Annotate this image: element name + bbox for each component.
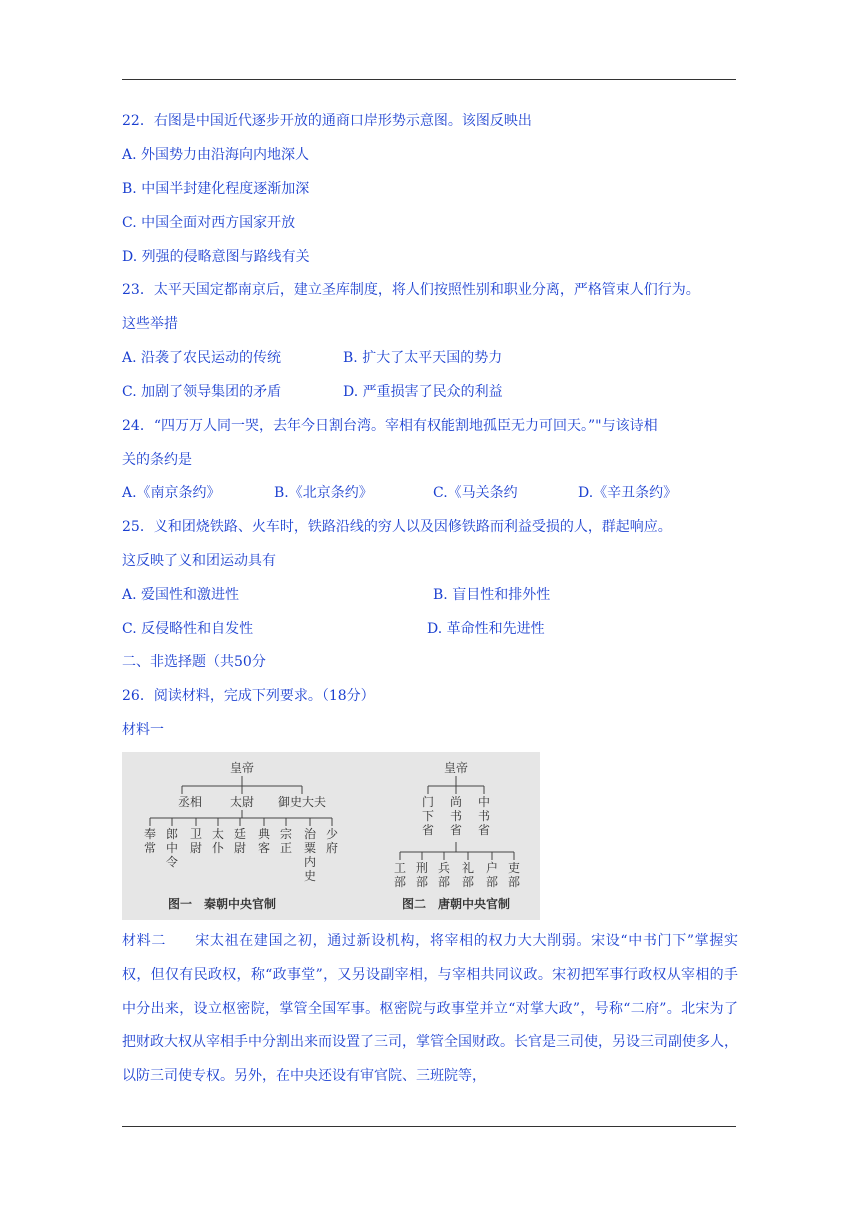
q24-option-c: C.《马关条约 bbox=[433, 485, 518, 501]
q22-option-c: C. 中国全面对西方国家开放 bbox=[122, 215, 296, 231]
q25-stem-line1: 25．义和团烧铁路、火车时，铁路沿线的穷人以及因修铁路而利益受损的人，群起响应。 bbox=[122, 519, 672, 535]
q22-stem: 22．右图是中国近代逐步开放的通商口岸形势示意图。该图反映出 bbox=[122, 113, 532, 129]
footer-rule bbox=[122, 1126, 736, 1127]
q24-stem-line1: 24．“四万万人同一哭，去年今日割台湾。宰相有权能割地孤臣无力可回天。”"与该诗相 bbox=[122, 418, 658, 434]
qin-office-3: 卫尉 bbox=[189, 827, 203, 855]
q23-option-d: D. 严重损害了民众的利益 bbox=[343, 384, 503, 400]
q22-option-d: D. 列强的侵略意图与路线有关 bbox=[122, 249, 310, 265]
qin-level2-3: 御史大夫 bbox=[277, 795, 327, 809]
qin-office-4: 太仆 bbox=[211, 827, 225, 855]
qin-office-6: 典客 bbox=[257, 827, 271, 855]
org-chart-svg bbox=[122, 752, 540, 920]
tang-ministry-2: 刑部 bbox=[415, 861, 429, 889]
q22-option-b: B. 中国半封建化程度逐渐加深 bbox=[122, 181, 310, 197]
q25-option-d: D. 革命性和先进性 bbox=[427, 621, 545, 637]
qin-office-1: 奉常 bbox=[143, 827, 157, 855]
tang-ministry-3: 兵部 bbox=[437, 861, 451, 889]
tang-department-1: 门下省 bbox=[421, 795, 435, 837]
qin-emperor: 皇帝 bbox=[229, 761, 255, 775]
qin-office-7: 宗正 bbox=[279, 827, 293, 855]
q23-option-c: C. 加剧了领导集团的矛盾 bbox=[122, 384, 282, 400]
tang-emperor: 皇帝 bbox=[443, 761, 469, 775]
section-heading: 二、非选择题（共50分 bbox=[122, 654, 266, 670]
qin-office-2: 郎中令 bbox=[165, 827, 179, 869]
q24-option-a: A.《南京条约》 bbox=[122, 485, 221, 501]
q23-option-b: B. 扩大了太平天国的势力 bbox=[343, 350, 503, 366]
org-chart-figure bbox=[122, 752, 540, 920]
qin-office-8: 治粟内史 bbox=[303, 827, 317, 883]
q25-option-c: C. 反侵略性和自发性 bbox=[122, 621, 254, 637]
q23-stem-line2: 这些举措 bbox=[122, 316, 178, 332]
q25-option-a: A. 爱国性和激进性 bbox=[122, 587, 240, 603]
q24-stem-line2: 关的条约是 bbox=[122, 452, 192, 468]
q23-stem-line1: 23．太平天国定都南京后，建立圣库制度，将人们按照性别和职业分离，严格管束人们行为。 bbox=[122, 282, 700, 298]
qin-level2-1: 丞相 bbox=[177, 795, 203, 809]
header-rule bbox=[122, 79, 736, 80]
q24-option-d: D.《辛丑条约》 bbox=[578, 485, 678, 501]
qin-office-5: 廷尉 bbox=[233, 827, 247, 855]
tang-ministry-4: 礼部 bbox=[461, 861, 475, 889]
tang-ministry-6: 吏部 bbox=[507, 861, 521, 889]
q24-option-b: B.《北京条约》 bbox=[274, 485, 373, 501]
tang-caption: 图二 唐朝中央官制 bbox=[401, 897, 511, 911]
material2-paragraph: 材料二 宋太祖在建国之初，通过新设机构，将宰相的权力大大削弱。宋设“中书门下”掌握实权，但仅有民政权，称“政事堂”，又另设副宰相，与宰相共同议政。宋初把军事行政权从宰相的手中分出来，设立枢密院，掌管全国军事。枢密院与政事堂并立“对掌大政”，号称“二府”。北宋为了把财政大权从宰相手中分割出来而设置了三司，掌管全国财政。长官是三司使，另设三司副使多人，以防三司使专权。另外，在中央还设有审官院、三班院等， bbox=[122, 933, 738, 1085]
tang-department-3: 中书省 bbox=[477, 795, 491, 837]
q25-stem-line2: 这反映了义和团运动具有 bbox=[122, 553, 276, 569]
tang-ministry-5: 户部 bbox=[485, 861, 499, 889]
tang-ministry-1: 工部 bbox=[393, 861, 407, 889]
material1-label: 材料一 bbox=[122, 722, 164, 738]
qin-level2-2: 太尉 bbox=[229, 795, 255, 809]
qin-caption: 图一 秦朝中央官制 bbox=[167, 897, 277, 911]
tang-department-2: 尚书省 bbox=[449, 795, 463, 837]
q26-stem: 26．阅读材料，完成下列要求。（18分） bbox=[122, 688, 375, 704]
qin-office-9: 少府 bbox=[325, 827, 339, 855]
q22-option-a: A. 外国势力由沿海向内地深人 bbox=[122, 147, 310, 163]
q23-option-a: A. 沿袭了农民运动的传统 bbox=[122, 350, 282, 366]
q25-option-b: B. 盲目性和排外性 bbox=[433, 587, 551, 603]
